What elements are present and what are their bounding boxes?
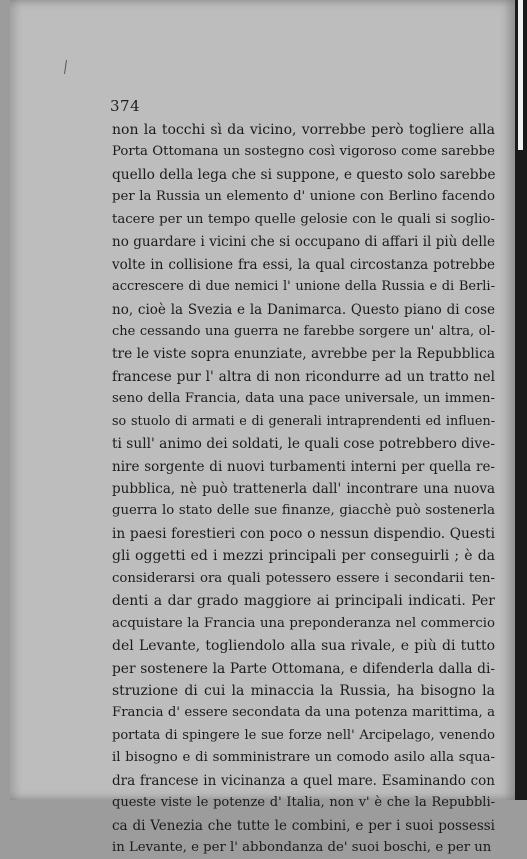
text-line: pubblica, nè può trattenerla dall' incontrare una nuova bbox=[112, 481, 495, 497]
text-line: Porta Ottomana un sostegno così vigoroso come sarebbe bbox=[112, 144, 495, 160]
text-line: volte in collisione fra essi, la qual circostanza potrebbe bbox=[112, 256, 495, 273]
text-line: del Levante, togliendolo alla sua rivale, e più di tutto bbox=[112, 638, 495, 655]
text-line: struzione di cui la minaccia la Russia, ha bisogno la bbox=[112, 682, 495, 699]
text-line: considerarsi ora quali potessero essere i secondarii ten- bbox=[112, 570, 495, 586]
text-line: dra francese in vicinanza a quel mare. Esaminando con bbox=[112, 772, 495, 789]
scan-edge-highlight bbox=[518, 0, 523, 150]
book-page bbox=[10, 0, 515, 855]
text-line: guerra lo stato delle sue finanze, giacchè può sostenerla bbox=[112, 503, 495, 519]
text-line: Francia d' essere secondata da una potenza marittima, a bbox=[112, 705, 495, 721]
text-line: per sostenere la Parte Ottomana, e difenderla dalla di- bbox=[112, 660, 495, 677]
text-line: nire sorgente di nuovi turbamenti interni per quella re- bbox=[112, 458, 495, 475]
scan-edge bbox=[515, 0, 527, 800]
text-line: accrescere di due nemici l' unione della Russia e di Berli- bbox=[112, 279, 495, 295]
text-line: no, cioè la Svezia e la Danimarca. Questo piano di cose bbox=[112, 301, 495, 318]
text-line: per la Russia un elemento d' unione con Berlino facendo bbox=[112, 189, 495, 205]
text-line: quello della lega che si suppone, e questo solo sarebbe bbox=[112, 166, 495, 183]
text-line: acquistare la Francia una preponderanza nel commercio bbox=[112, 615, 495, 631]
text-line: non la tocchi sì da vicino, vorrebbe però togliere alla bbox=[112, 122, 495, 138]
text-line: no guardare i vicini che si occupano di affari il più delle bbox=[112, 234, 495, 251]
text-line: che cessando una guerra ne farebbe sorgere un' altra, ol- bbox=[112, 323, 495, 339]
margin-mark bbox=[64, 60, 67, 74]
text-line: portata di spingere le sue forze nell' Arcipelago, venendo bbox=[112, 727, 495, 743]
text-line: queste viste le potenze d' Italia, non v' è che la Repubbli- bbox=[112, 795, 495, 811]
text-line: tacere per un tempo quelle gelosie con le quali si soglio- bbox=[112, 211, 495, 227]
text-line: gli oggetti ed i mezzi principali per conseguirli ; è da bbox=[112, 548, 495, 565]
page-number: 374 bbox=[110, 97, 141, 115]
text-line: ti sull' animo dei soldati, le quali cose potrebbero dive- bbox=[112, 436, 495, 453]
text-line: francese pur l' altra di non ricondurre ad un tratto nel bbox=[112, 368, 495, 385]
text-line: in paesi forestieri con poco o nessun dispendio. Questi bbox=[112, 525, 495, 542]
text-line: ca di Venezia che tutte le combini, e per i suoi possessi bbox=[112, 817, 495, 834]
text-line: denti a dar grado maggiore ai principali indicati. Per bbox=[112, 593, 495, 610]
body-text bbox=[112, 119, 495, 859]
text-line: in Levante, e per l' abbondanza de' suoi boschi, e per un bbox=[112, 840, 492, 855]
text-line: seno della Francia, data una pace universale, un immen- bbox=[112, 391, 495, 407]
text-line: so stuolo di armati e di generali intraprendenti ed influen- bbox=[112, 413, 495, 429]
text-line: tre le viste sopra enunziate, avrebbe per la Repubblica bbox=[112, 346, 495, 363]
text-line: il bisogno e di somministrare un comodo asilo alla squa- bbox=[112, 750, 495, 766]
